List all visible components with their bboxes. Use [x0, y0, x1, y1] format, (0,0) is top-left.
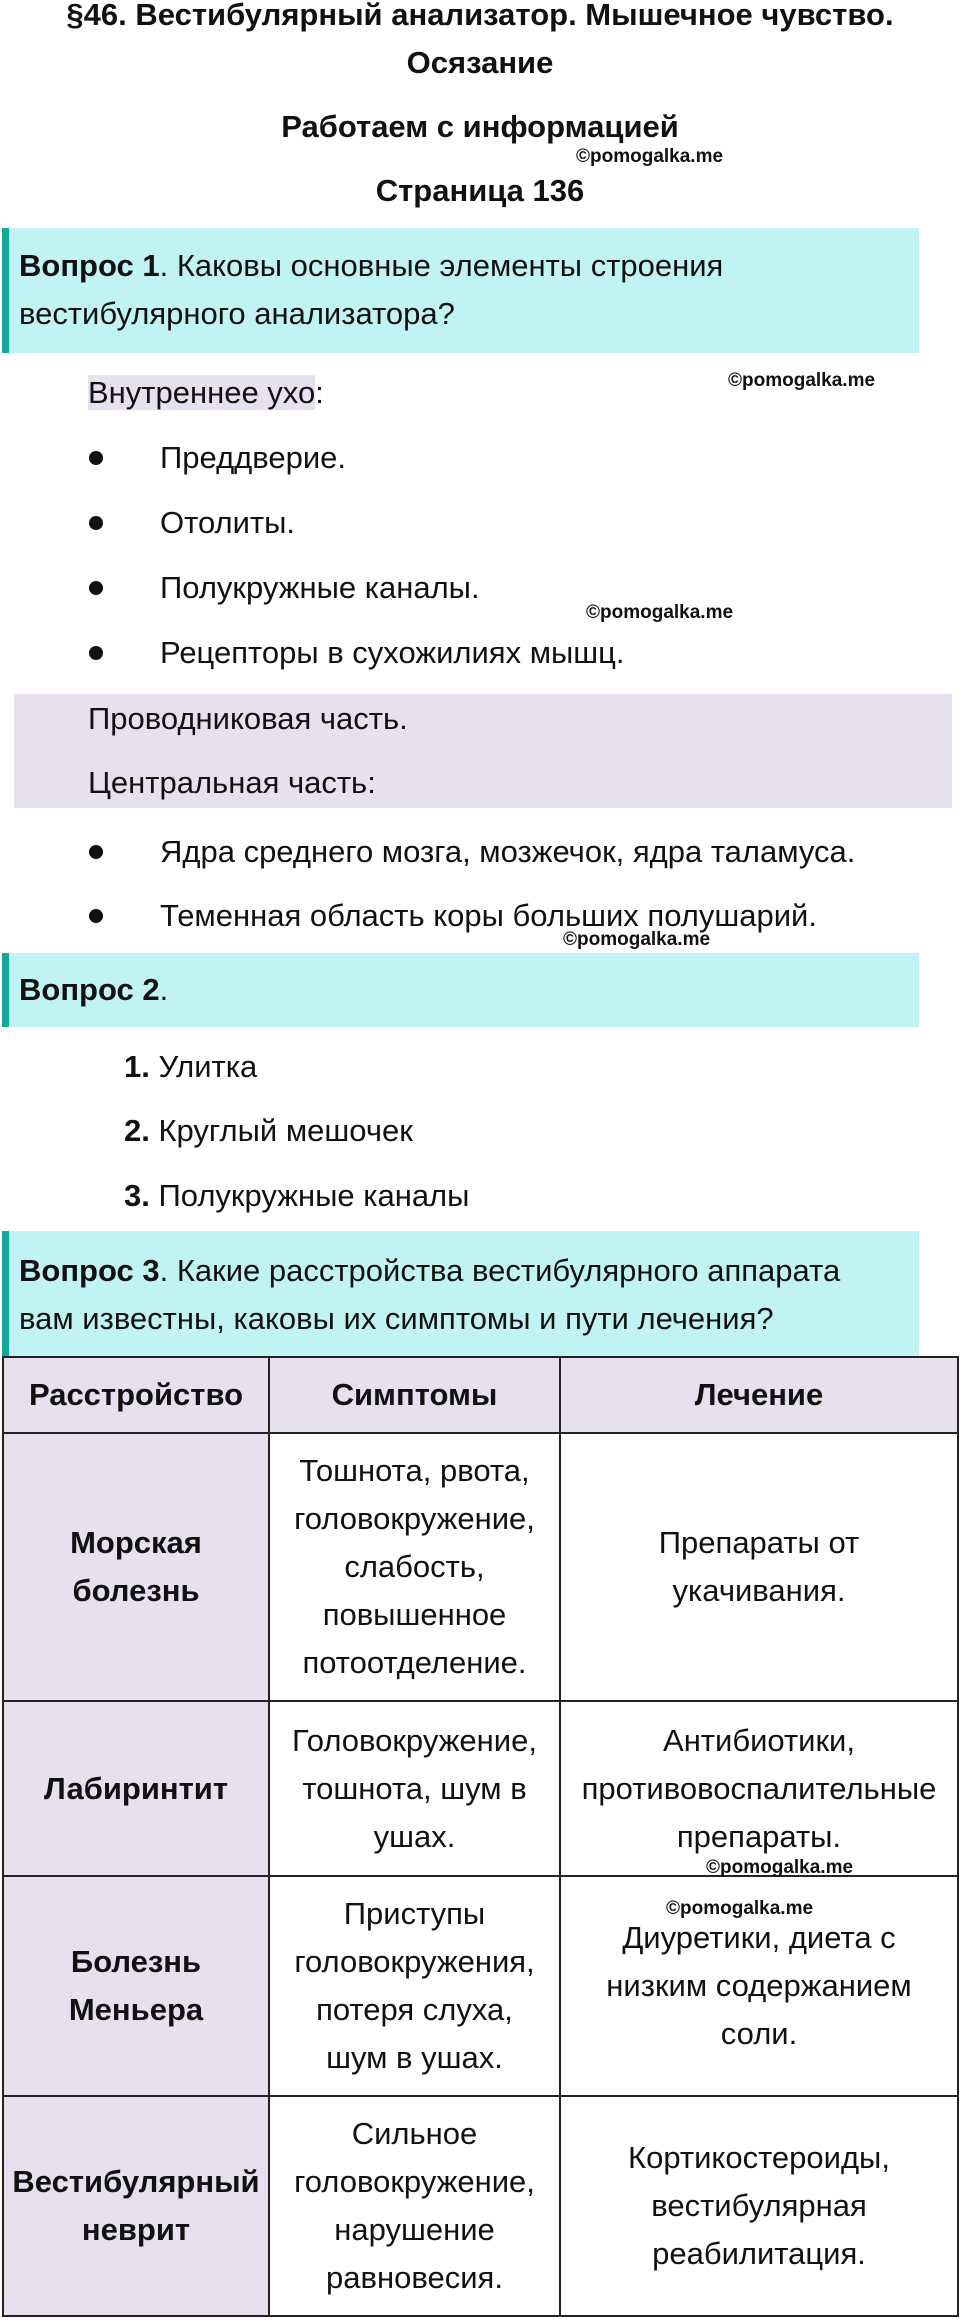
list-text: Круглый мешочек — [158, 1113, 413, 1148]
cell-line: Головокружение, — [292, 1722, 537, 1758]
list-item: Рецепторы в сухожилиях мышц. — [160, 635, 625, 670]
question-3-text-line2: вам известны, каковы их симптомы и пути лечения? — [19, 1301, 774, 1336]
list-item: Преддверие. — [160, 440, 347, 475]
bullet-icon — [89, 909, 103, 923]
page-number: Страница 136 — [375, 173, 585, 208]
question-2-dot: . — [159, 972, 169, 1007]
watermark: ©pomogalka.me — [576, 146, 724, 167]
cell-line: Приступы — [343, 1896, 486, 1931]
table-row — [3, 1876, 958, 2096]
bullet-icon — [89, 646, 103, 660]
list-item — [124, 1111, 413, 1151]
list-item: Теменная область коры больших полушарий. — [160, 898, 817, 933]
column-header: Симптомы — [269, 1357, 560, 1433]
disorder-symptoms — [269, 2096, 560, 2316]
cell-line: Меньера — [68, 1992, 204, 2027]
disorder-name — [3, 1701, 269, 1876]
cell-line: тошнота, шум в — [302, 1770, 527, 1806]
question-1-box — [2, 228, 919, 353]
cell-line: соли. — [720, 2016, 798, 2051]
cell-line: головокружение, — [294, 1501, 535, 1536]
bullet-icon — [89, 845, 103, 859]
bullet-icon — [89, 516, 103, 530]
list-number: 3. — [124, 1178, 150, 1213]
cell-line: Тошнота, рвота, — [299, 1453, 530, 1488]
inner-ear-colon: : — [315, 375, 324, 410]
cell-line: вестибулярная — [651, 2188, 867, 2223]
table-row — [3, 1433, 958, 1701]
watermark: ©pomogalka.me — [563, 929, 711, 950]
cell-line: противовоспалительные — [581, 1770, 937, 1806]
bullet-icon — [89, 581, 103, 595]
list-number: 1. — [124, 1049, 150, 1084]
cell-line: головокружение, — [294, 2164, 535, 2199]
cell-line: болезнь — [72, 1573, 200, 1608]
list-text: Улитка — [158, 1049, 258, 1084]
cell-line: нарушение — [334, 2212, 495, 2247]
cell-line: слабость, — [344, 1549, 485, 1584]
disorder-symptoms — [269, 1433, 560, 1701]
disorder-name — [3, 1433, 269, 1701]
question-3-label: Вопрос 3 — [19, 1253, 160, 1288]
cell-line: Антибиотики, — [663, 1722, 855, 1758]
disorder-name — [3, 2096, 269, 2316]
cell-line: Болезнь — [70, 1944, 202, 1979]
cell-line: равновесия. — [326, 2260, 503, 2295]
cell-line: повышенное — [322, 1597, 507, 1632]
cell-line: Сильное — [351, 2116, 478, 2151]
cell-line: шум в ушах. — [326, 2040, 503, 2075]
cell-line: Кортикостероиды, — [628, 2140, 890, 2175]
question-2-box — [2, 953, 919, 1027]
table-row — [3, 1701, 958, 1876]
question-1-text-line1: . Каковы основные элементы строения — [159, 248, 724, 283]
disorders-table — [2, 1356, 959, 2317]
question-1-label: Вопрос 1 — [19, 248, 160, 283]
list-item — [124, 1176, 469, 1216]
watermark: ©pomogalka.me — [666, 1898, 814, 1919]
inner-ear-heading — [88, 373, 324, 413]
question-3-text-line1: . Какие расстройства вестибулярного аппарата — [159, 1253, 841, 1288]
cell-line: потеря слуха, — [316, 1992, 513, 2027]
column-header: Расстройство — [3, 1357, 269, 1433]
cell-line: низким содержанием — [606, 1968, 912, 2003]
cell-line: Вестибулярный — [12, 2164, 260, 2199]
cell-line: потоотделение. — [302, 1645, 527, 1680]
column-header: Лечение — [560, 1357, 958, 1433]
disorder-symptoms — [269, 1876, 560, 2096]
list-item: Отолиты. — [160, 505, 296, 540]
cell-line: препараты. — [676, 1818, 842, 1854]
cell-line: реабилитация. — [652, 2236, 866, 2271]
watermark: ©pomogalka.me — [706, 1857, 854, 1878]
question-1-text-line2: вестибулярного анализатора? — [19, 296, 455, 331]
list-item: Полукружные каналы. — [160, 570, 480, 605]
page-title-line2: Осязание — [406, 45, 554, 80]
cell-line: укачивания. — [672, 1573, 846, 1608]
question-3-box — [2, 1231, 919, 1356]
list-item — [124, 1047, 257, 1087]
question-2-label: Вопрос 2 — [19, 972, 160, 1007]
cell-line: неврит — [81, 2212, 191, 2247]
inner-ear-label: Внутреннее ухо — [88, 375, 316, 410]
list-item: Ядра среднего мозга, мозжечок, ядра таламуса. — [160, 834, 856, 869]
watermark: ©pomogalka.me — [728, 370, 876, 391]
page-title-line1: §46. Вестибулярный анализатор. Мышечное чувство. — [66, 0, 894, 32]
cell-line: головокружения, — [294, 1944, 535, 1979]
cell-line: Препараты от — [658, 1525, 860, 1560]
central-part: Центральная часть: — [88, 765, 376, 800]
cell-line: ушах. — [373, 1818, 456, 1854]
disorder-treatment — [560, 1433, 958, 1701]
disorder-treatment — [560, 1701, 958, 1876]
disorder-name — [3, 1876, 269, 2096]
bullet-icon — [89, 451, 103, 465]
cell-line: Лабиринтит — [43, 1770, 229, 1806]
cell-line: Диуретики, диета с — [622, 1920, 896, 1955]
cell-line: Морская — [70, 1525, 202, 1560]
table-row — [3, 2096, 958, 2316]
watermark: ©pomogalka.me — [586, 602, 734, 623]
disorder-treatment — [560, 2096, 958, 2316]
list-text: Полукружные каналы — [158, 1178, 470, 1213]
list-number: 2. — [124, 1113, 150, 1148]
section-subtitle: Работаем с информацией — [281, 109, 679, 144]
table-header-row — [3, 1357, 958, 1433]
disorder-symptoms — [269, 1701, 560, 1876]
conducting-part: Проводниковая часть. — [88, 701, 408, 736]
